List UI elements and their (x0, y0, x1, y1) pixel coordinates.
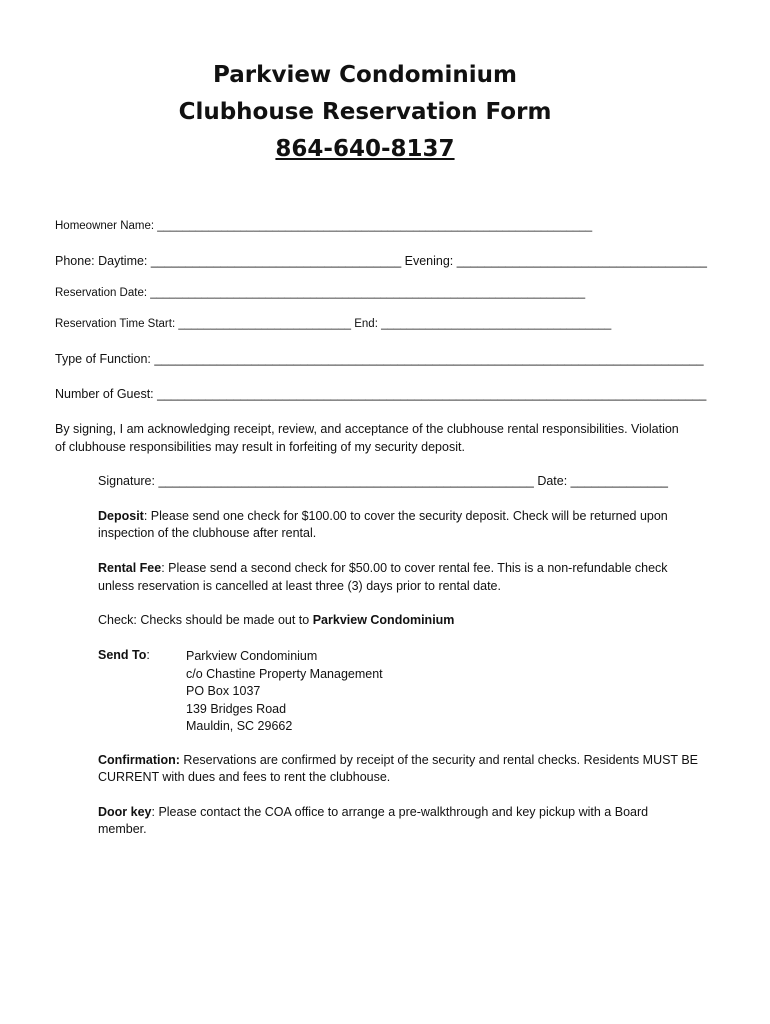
rental-fee-line1 (98, 561, 668, 575)
confirmation-text: Reservations are confirmed by receipt of the security and rental checks. Residents MUST BE (179, 753, 698, 767)
address-line: Mauldin, SC 29662 (186, 719, 293, 733)
address-line: 139 Bridges Road (186, 701, 287, 716)
confirmation-label: Confirmation: (98, 753, 180, 767)
reservation-time-field[interactable]: Reservation Time Start: ___________________________ End: ____________________________________ (55, 318, 612, 330)
mailing-address (186, 648, 383, 736)
address-line: PO Box 1037 (186, 684, 261, 698)
guest-count-field[interactable]: Number of Guest: _______________________________________________________________________________ (55, 387, 707, 401)
door-key-label: Door key (98, 805, 152, 819)
acknowledgement-line2: of clubhouse responsibilities may result in forfeiting of my security deposit. (55, 440, 465, 454)
confirmation-line1 (98, 753, 698, 767)
door-key-line2: member. (98, 822, 147, 836)
phone-field[interactable]: Phone: Daytime: ____________________________________ Evening: ____________________________________ (55, 254, 708, 268)
rental-fee-label: Rental Fee (98, 561, 162, 575)
signature-field[interactable]: Signature: ______________________________________________________ Date: ______________ (98, 474, 669, 488)
form-title-line2: Clubhouse Reservation Form (178, 99, 552, 125)
rental-fee-text: : Please send a second check for $50.00 to cover rental fee. This is a non-refundable check (161, 561, 668, 575)
deposit-text: : Please send one check for $100.00 to cover the security deposit. Check will be returned upon (143, 509, 668, 523)
door-key-text: : Please contact the COA office to arrange a pre-walkthrough and key pickup with a Board (151, 805, 649, 819)
door-key-line1 (98, 805, 648, 819)
rental-fee-line2: unless reservation is cancelled at least three (3) days prior to rental date. (98, 579, 501, 593)
phone-number: 864-640-8137 (275, 136, 455, 162)
function-type-field[interactable]: Type of Function: _______________________________________________________________________________ (55, 352, 704, 366)
phone-number-heading (0, 136, 730, 162)
check-prefix: Check: Checks should be made out to (98, 613, 313, 627)
confirmation-line2: CURRENT with dues and fees to rent the clubhouse. (98, 770, 391, 784)
homeowner-name-field[interactable]: Homeowner Name: ____________________________________________________________________ (55, 220, 593, 232)
send-to-colon: : (146, 648, 150, 662)
send-to-heading (98, 648, 150, 662)
deposit-label: Deposit (98, 509, 144, 523)
reservation-date-field[interactable]: Reservation Date: ____________________________________________________________________ (55, 287, 586, 299)
deposit-line1 (98, 509, 668, 523)
check-instructions (98, 613, 454, 627)
address-line: Parkview Condominium (186, 649, 318, 663)
acknowledgement-line1: By signing, I am acknowledging receipt, review, and acceptance of the clubhouse rental responsibilities. Violation (55, 422, 679, 436)
check-payee: Parkview Condominium (312, 613, 455, 627)
send-to-label: Send To (98, 648, 147, 662)
deposit-line2: inspection of the clubhouse after rental. (98, 526, 317, 540)
address-line: c/o Chastine Property Management (186, 666, 383, 681)
form-title-line1: Parkview Condominium (213, 62, 517, 88)
